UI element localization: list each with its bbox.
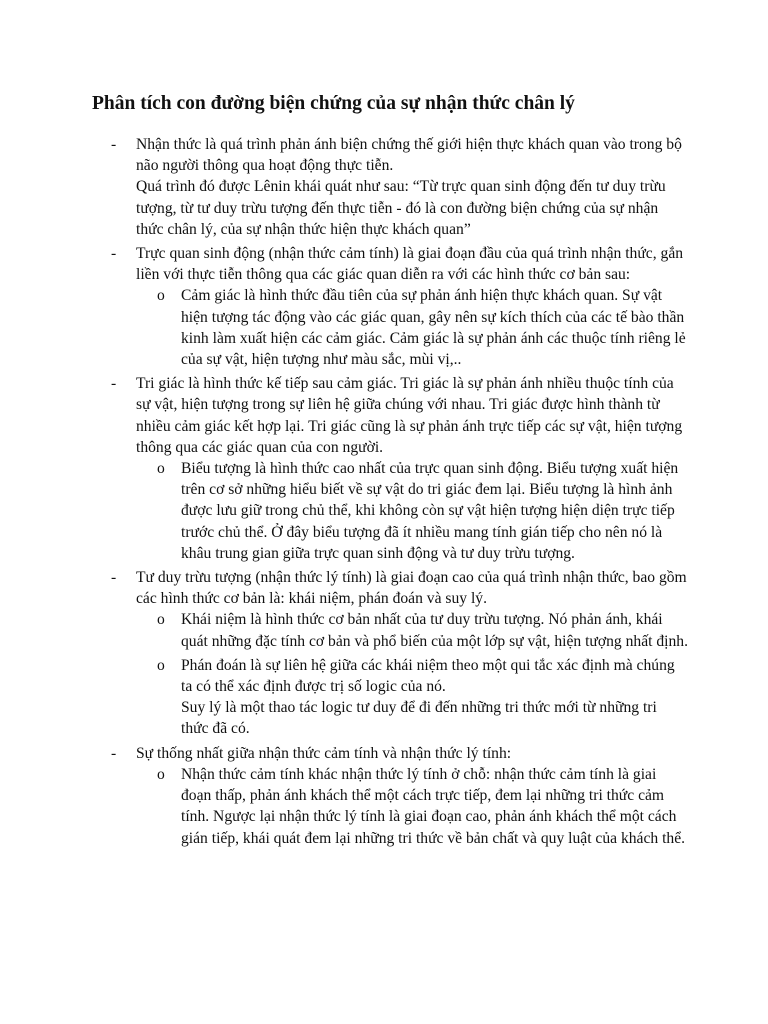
paragraph: Suy lý là một thao tác logic tư duy để đi đến những tri thức mới từ những tri thức đã có. — [181, 699, 657, 738]
sub-list — [136, 764, 688, 849]
circle-bullet: o — [157, 765, 165, 783]
sub-list — [136, 285, 688, 370]
page-title: Phân tích con đường biện chứng của sự nhận thức chân lý — [92, 93, 575, 114]
paragraph: Tri giác là hình thức kế tiếp sau cảm giác. Tri giác là sự phản ánh nhiều thuộc tính của sự vật, hiện tượng trong sự liên hệ giữa chúng với nhau. Tri giác được hình thành từ nhiều cảm giác kết hợp lại. Tri giác cũng là sự phản ánh trực tiếp các sự vật, hiện tượng thông qua các giác quan của con người. — [136, 375, 683, 456]
paragraph: Tư duy trừu tượng (nhận thức lý tính) là giai đoạn cao của quá trình nhận thức, bao gồm các hình thức cơ bản là: khái niệm, phán đoán và suy lý. — [136, 569, 687, 608]
paragraph: Phán đoán là sự liên hệ giữa các khái niệm theo một qui tắc xác định mà chúng ta có thể xác định được trị số logic của nó. — [181, 656, 675, 696]
sub-list-item — [136, 609, 688, 651]
paragraph: Biểu tượng là hình thức cao nhất của trực quan sinh động. Biểu tượng xuất hiện trên cơ sở những hiểu biết về sự vật do tri giác đem lại. Biểu tượng là hình ảnh được lưu giữ trong chủ thể, khi không còn sự vật hiện tượng hiện diện trực tiếp trước chủ thể. Ở đây biểu tượng đã ít nhiều mang tính gián tiếp cho nên nó là khâu trung gian giữa trực quan sinh động và tư duy trừu tượng. — [181, 460, 679, 562]
circle-bullet: o — [157, 656, 165, 674]
paragraph: Sự thống nhất giữa nhận thức cảm tính và nhận thức lý tính: — [136, 744, 512, 762]
dash-bullet: - — [111, 744, 117, 762]
paragraph: Khái niệm là hình thức cơ bản nhất của tư duy trừu tượng. Nó phản ánh, khái quát những đặc tính cơ bản và phổ biến của một lớp sự vật, hiện tượng nhất định. — [181, 611, 688, 650]
circle-bullet: o — [157, 611, 165, 629]
sub-list-item — [136, 458, 688, 564]
main-list — [92, 134, 688, 849]
dash-bullet: - — [111, 569, 117, 587]
paragraph: Trực quan sinh động (nhận thức cảm tính) là giai đoạn đầu của quá trình nhận thức, gắn liền với thực tiễn thông qua các giác quan diễn ra với các hình thức cơ bản sau: — [136, 245, 684, 284]
dash-bullet: - — [111, 136, 117, 153]
paragraph: Cảm giác là hình thức đầu tiên của sự phản ánh hiện thực khách quan. Sự vật hiện tượng tác động vào các giác quan, gây nên sự kích thích của các tế bào thần kinh làm xuất hiện các cảm giác. Cảm giác là sự phản ánh các thuộc tính riêng lẻ của sự vật, hiện tượng như màu sắc, mùi vị,.. — [181, 287, 686, 369]
sub-list-item — [136, 655, 688, 740]
paragraph: Quá trình đó được Lênin khái quát như sau: “Từ trực quan sinh động đến tư duy trừu tượng, từ tư duy trừu tượng đến thực tiễn - đó là con đường biện chứng của sự nhận thức chân lý, của sự nhận thức hiện thực khách quan” — [136, 178, 666, 238]
list-item — [92, 134, 688, 240]
sub-list — [136, 609, 688, 739]
sub-list-item — [136, 764, 688, 849]
list-item — [92, 373, 688, 564]
sub-list — [136, 458, 688, 564]
dash-bullet: - — [111, 245, 117, 263]
paragraph: Nhận thức cảm tính khác nhận thức lý tính ở chỗ: nhận thức cảm tính là giai đoạn thấp, phản ánh khách thể một cách trực tiếp, đem lại những tri thức cảm tính. Ngược lại nhận thức lý tính là giai đoạn cao, phản ánh khách thể một cách gián tiếp, khái quát đem lại những tri thức về bản chất và quy luật của khách thể. — [181, 765, 686, 847]
paragraph: Nhận thức là quá trình phản ánh biện chứng thế giới hiện thực khách quan vào trong bộ não người thông qua hoạt động thực tiễn. — [136, 136, 682, 175]
dash-bullet: - — [111, 375, 117, 393]
circle-bullet: o — [157, 460, 165, 478]
list-item — [92, 743, 688, 849]
list-item — [92, 567, 688, 740]
sub-list-item — [136, 285, 688, 370]
circle-bullet: o — [157, 287, 165, 305]
list-item — [92, 243, 688, 370]
